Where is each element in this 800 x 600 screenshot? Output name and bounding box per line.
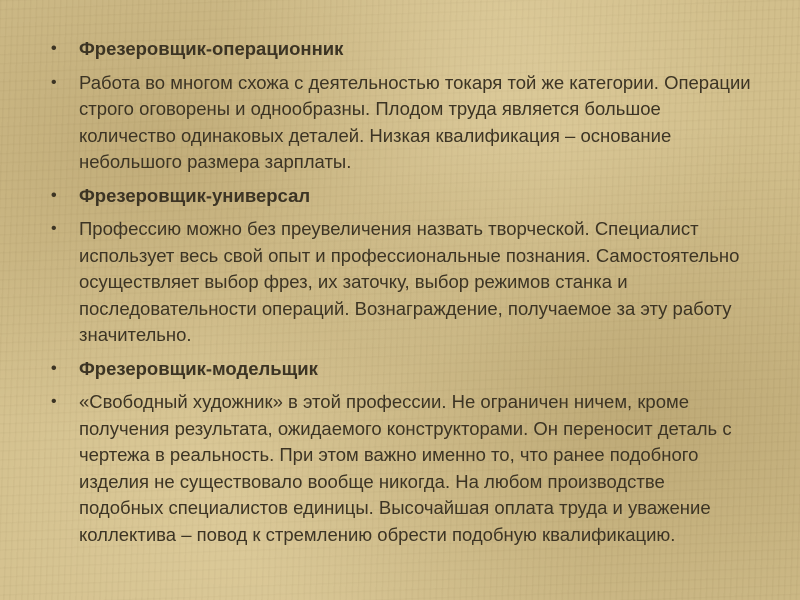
bullet-body-modeler xyxy=(51,389,751,548)
bullet-dot-icon: • xyxy=(51,186,57,204)
bullet-dot-icon: • xyxy=(51,393,57,410)
body-text: «Свободный художник» в этой профессии. Не ограничен ничем, кроме получения результата, ожидаемого конструкторами. Он переносит деталь с чертежа в реальность. При этом важно именно то, что ранее подобного изделия не существовало вообще никогда. На любом производстве подобных специалистов единицы. Высочайшая оплата труда и уважение коллектива – повод к стремлению обрести подобную квалификацию. xyxy=(79,391,732,545)
bullet-heading-modeler xyxy=(51,356,751,383)
heading-text: Фрезеровщик-операционник xyxy=(79,38,344,59)
bullet-dot-icon: • xyxy=(51,73,57,91)
heading-text: Фрезеровщик-модельщик xyxy=(79,357,318,379)
bullet-heading-universal xyxy=(51,183,751,210)
bullet-body-operator xyxy=(51,70,751,176)
bullet-dot-icon: • xyxy=(51,359,57,377)
bullet-body-universal xyxy=(51,216,751,349)
bullet-dot-icon: • xyxy=(51,220,57,237)
heading-text: Фрезеровщик-универсал xyxy=(79,184,311,206)
bullet-heading-operator xyxy=(51,36,751,63)
bullet-dot-icon: • xyxy=(51,40,57,57)
body-text: Профессию можно без преувеличения назвать творческой. Специалист использует весь свой опыт и профессиональные познания. Самостоятельно осуществляет выбор фрез, их заточку, выбор режимов станка и последовательности операций. Вознаграждение, получаемое за эту работу значительно. xyxy=(79,218,740,345)
bullet-list xyxy=(51,36,751,555)
body-text: Работа во многом схожа с деятельностью токаря той же категории. Операции строго оговорены и однообразны. Плодом труда является большое количество одинаковых деталей. Низкая квалификация – основание небольшого размера зарплаты. xyxy=(79,71,751,172)
